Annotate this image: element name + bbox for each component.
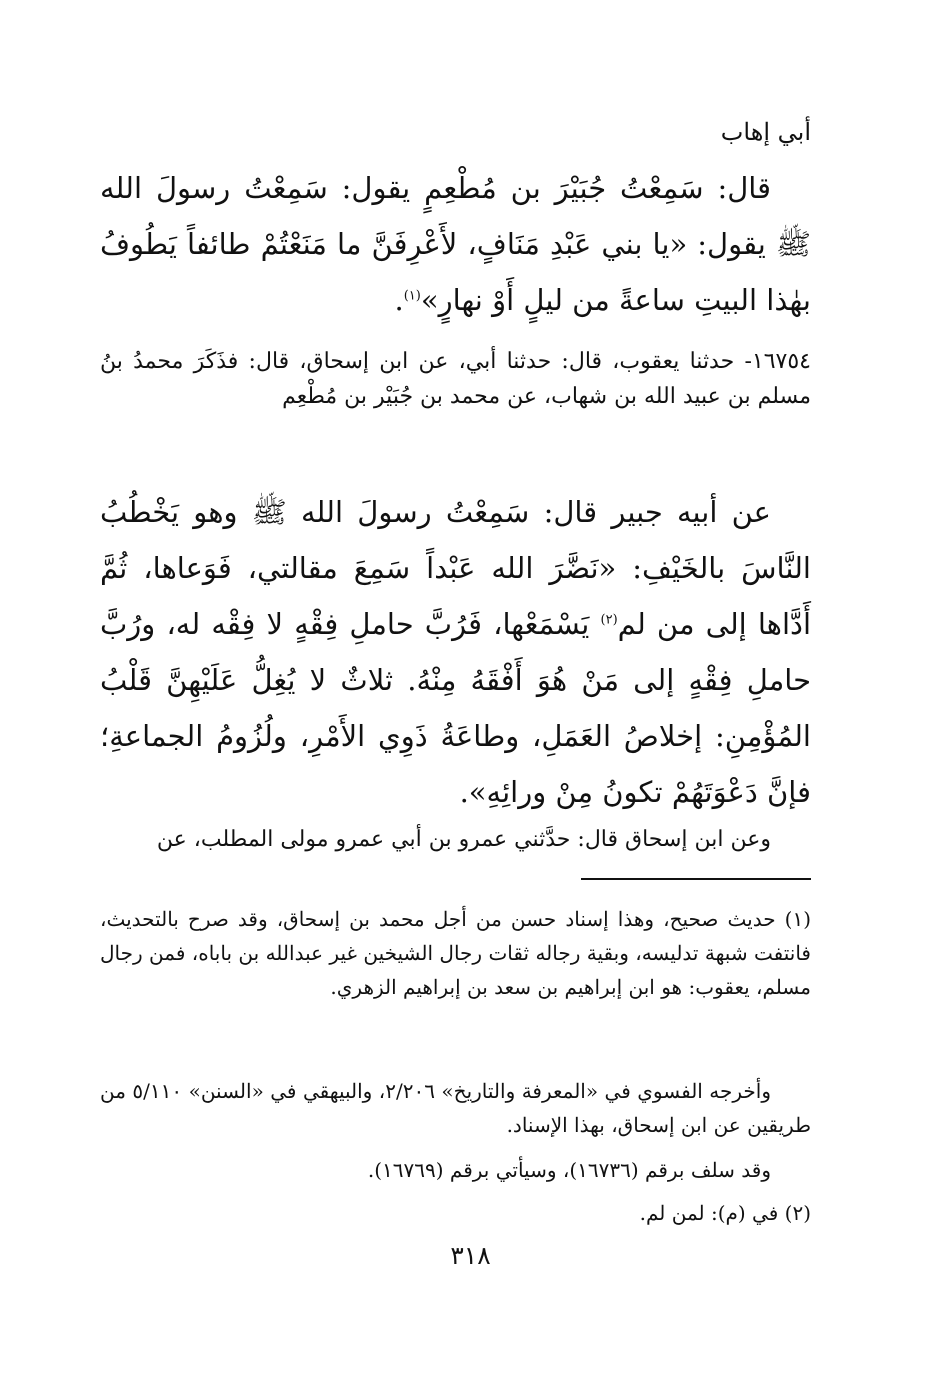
paragraph-hadith-1: قال: سَمِعْتُ جُبَيْرَ بن مُطْعِمٍ يقول: سَمِعْتُ رسولَ الله ﷺ يقول: «يا بني عَبْدِ مَنَافٍ، لأَعْرِفَنَّ ما مَنَعْتُمْ طائفاً يَطُوفُ بهٰذا البيتِ ساعةً من ليلٍ أَوْ نهارٍ»$^{(١)}$. bbox=[100, 171, 811, 317]
footnote-1-sources: وأخرجه الفسوي في «المعرفة والتاريخ» ٢/٢٠٦، والبيهقي في «السنن» ٥/١١٠ من طريقين عن ابن إسحاق، بهذا الإسناد. bbox=[100, 1079, 811, 1137]
paragraph-text: قال: سَمِعْتُ جُبَيْرَ بن مُطْعِمٍ يقول: سَمِعْتُ رسولَ الله ﷺ يقول: «يا بني عَبْدِ مَنَافٍ، لأَعْرِفَنَّ ما مَنَعْتُمْ طائفاً يَطُوفُ بهٰذا البيتِ ساعةً من ليلٍ أَوْ نهارٍ» bbox=[100, 171, 811, 317]
page-number: ٣١٨ bbox=[450, 1241, 491, 1270]
paragraph-text-part-1: عن أبيه جبير قال: سَمِعْتُ رسولَ الله ﷺ وهو يَخْطُبُ النَّاسَ بالخَيْفِ: «نَضَّرَ الله عَبْداً سَمِعَ مقالتي، فَوَعاها، ثُمَّ أَدَّاها إلى من لم bbox=[100, 495, 812, 641]
footnote-marker-1[interactable]: (١) bbox=[403, 288, 421, 304]
footnote-1: (١) حديث صحيح، وهذا إسناد حسن من أجل محمد بن إسحاق، وقد صرح بالتحديث، فانتفت شبهة تدليسه، وبقية رجاله ثقات رجال الشيخين غير عبدالله بن باباه، فمن رجال مسلم، يعقوب: هو ابن إبراهيم بن سعد بن إبراهيم الزهري. bbox=[100, 907, 811, 999]
paragraph-text-part-2: يَسْمَعْها، فَرُبَّ حاملِ فِقْهٍ لا فِقْه له، ورُبَّ حاملِ فِقْهٍ إلى مَنْ هُوَ أَفْقَهُ مِنْهُ. ثلاثٌ لا يُغِلُّ عَلَيْهِنَّ قَلْبُ المُؤْمِنِ: إخلاصُ العَمَلِ، وطاعَةُ ذَوِي الأَمْرِ، ولُزُومُ الجماعةِ؛ فإنَّ دَعْوَتَهُمْ تكونُ مِنْ ورائِهِ». bbox=[100, 607, 811, 809]
footnote-marker-2[interactable]: (٢) bbox=[600, 612, 618, 628]
footnote-2: (٢) في (م): لمن لم. bbox=[639, 1201, 811, 1225]
footnote-1-cross-reference: وقد سلف برقم (١٦٧٣٦)، وسيأتي برقم (١٦٧٦٩). bbox=[367, 1158, 771, 1182]
paragraph-hadith-2 bbox=[100, 484, 811, 820]
hadith-chain-16754: ١٦٧٥٤- حدثنا يعقوب، قال: حدثنا أبي، عن ابن إسحاق، قال: فذَكَرَ محمدُ بنُ مسلم بن عبيد الله بن شهاب، عن محمد بن جُبَيْر بن مُطْعِم bbox=[100, 349, 811, 409]
footnote-divider bbox=[581, 878, 811, 880]
paragraph-chain-continuation: وعن ابن إسحاق قال: حدَّثني عمرو بن أبي عمرو مولى المطلب، عن bbox=[156, 827, 771, 852]
running-header: أبي إهاب bbox=[720, 118, 811, 146]
